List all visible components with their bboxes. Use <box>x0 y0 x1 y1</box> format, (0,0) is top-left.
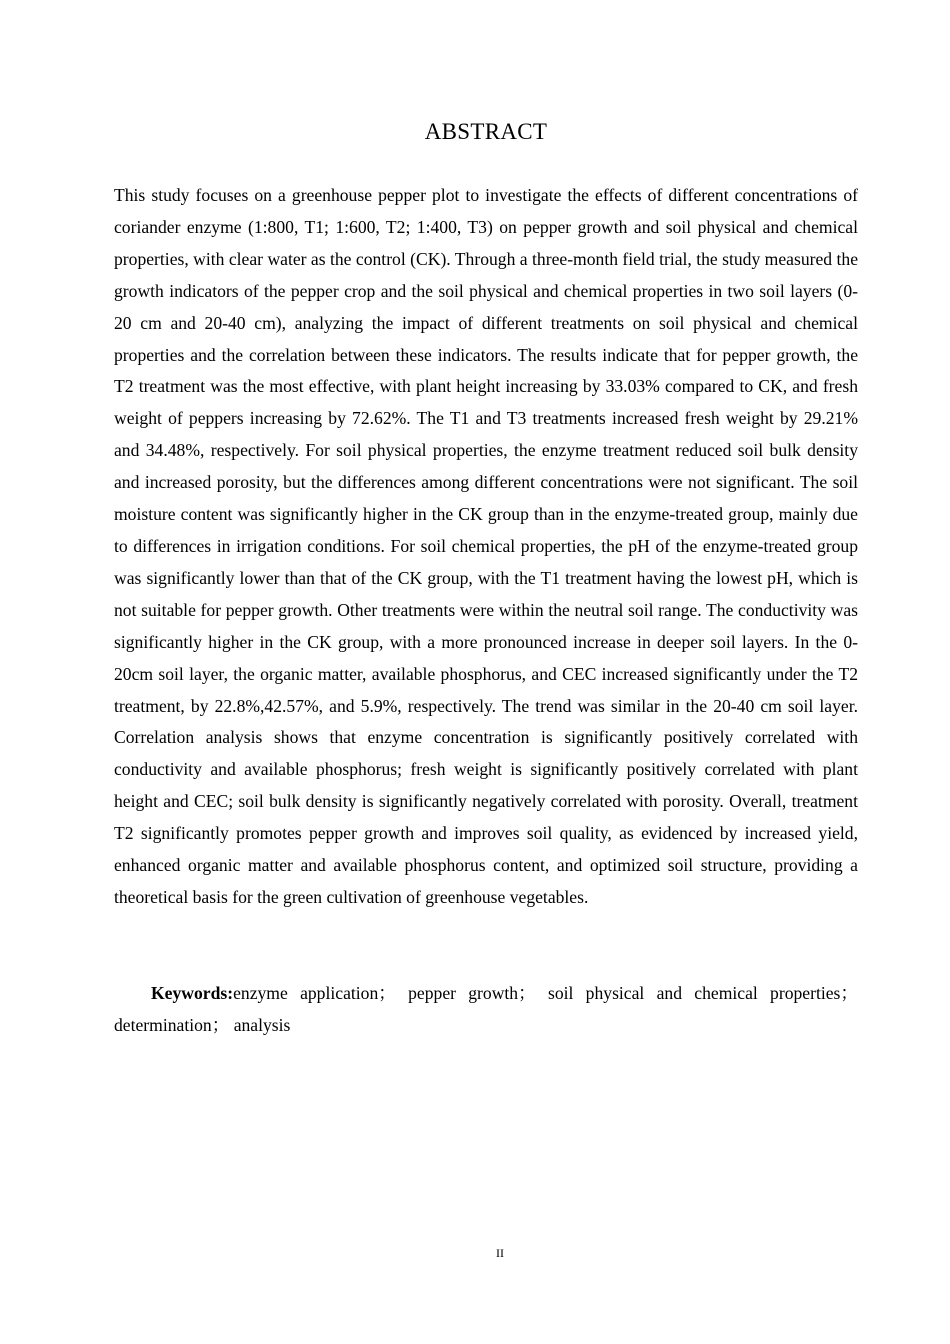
keywords-text: enzyme application； pepper growth； soil physical and chemical properties； determination； analysis <box>114 983 858 1035</box>
abstract-title: ABSTRACT <box>424 119 548 144</box>
keywords-label: Keywords: <box>151 983 234 1003</box>
abstract-body: This study focuses on a greenhouse pepper plot to investigate the effects of different concentrations of coriander enzyme (1:800, T1; 1:600, T2; 1:400, T3) on pepper growth and soil physical and chemical properties, with clear water as the control (CK). Through a three-month field trial, the study measured the growth indicators of the pepper crop and the soil physical and chemical properties in two soil layers (0-20 cm and 20-40 cm), analyzing the impact of different treatments on soil physical and chemical properties and the correlation between these indicators. The results indicate that for pepper growth, the T2 treatment was the most effective, with plant height increasing by 33.03% compared to CK, and fresh weight of peppers increasing by 72.62%. The T1 and T3 treatments increased fresh weight by 29.21% and 34.48%, respectively. For soil physical properties, the enzyme treatment reduced soil bulk density and increased porosity, but the differences among different concentrations were not significant. The soil moisture content was significantly higher in the CK group than in the enzyme-treated group, mainly due to differences in irrigation conditions. For soil chemical properties, the pH of the enzyme-treated group was significantly lower than that of the CK group, with the T1 treatment having the lowest pH, which is not suitable for pepper growth. Other treatments were within the neutral soil range. The conductivity was significantly higher in the CK group, with a more pronounced increase in deeper soil layers. In the 0-20cm soil layer, the organic matter, available phosphorus, and CEC increased significantly under the T2 treatment, by 22.8%,42.57%, and 5.9%, respectively. The trend was similar in the 20-40 cm soil layer. Correlation analysis shows that enzyme concentration is significantly positively correlated with conductivity and available phosphorus; fresh weight is significantly positively correlated with plant height and CEC; soil bulk density is significantly negatively correlated with porosity. Overall, treatment T2 significantly promotes pepper growth and improves soil quality, as evidenced by increased yield, enhanced organic matter and available phosphorus content, and optimized soil structure, providing a theoretical basis for the green cultivation of greenhouse vegetables. <box>114 185 858 907</box>
page-number: II <box>496 1246 504 1260</box>
keywords-paragraph <box>114 978 858 1042</box>
